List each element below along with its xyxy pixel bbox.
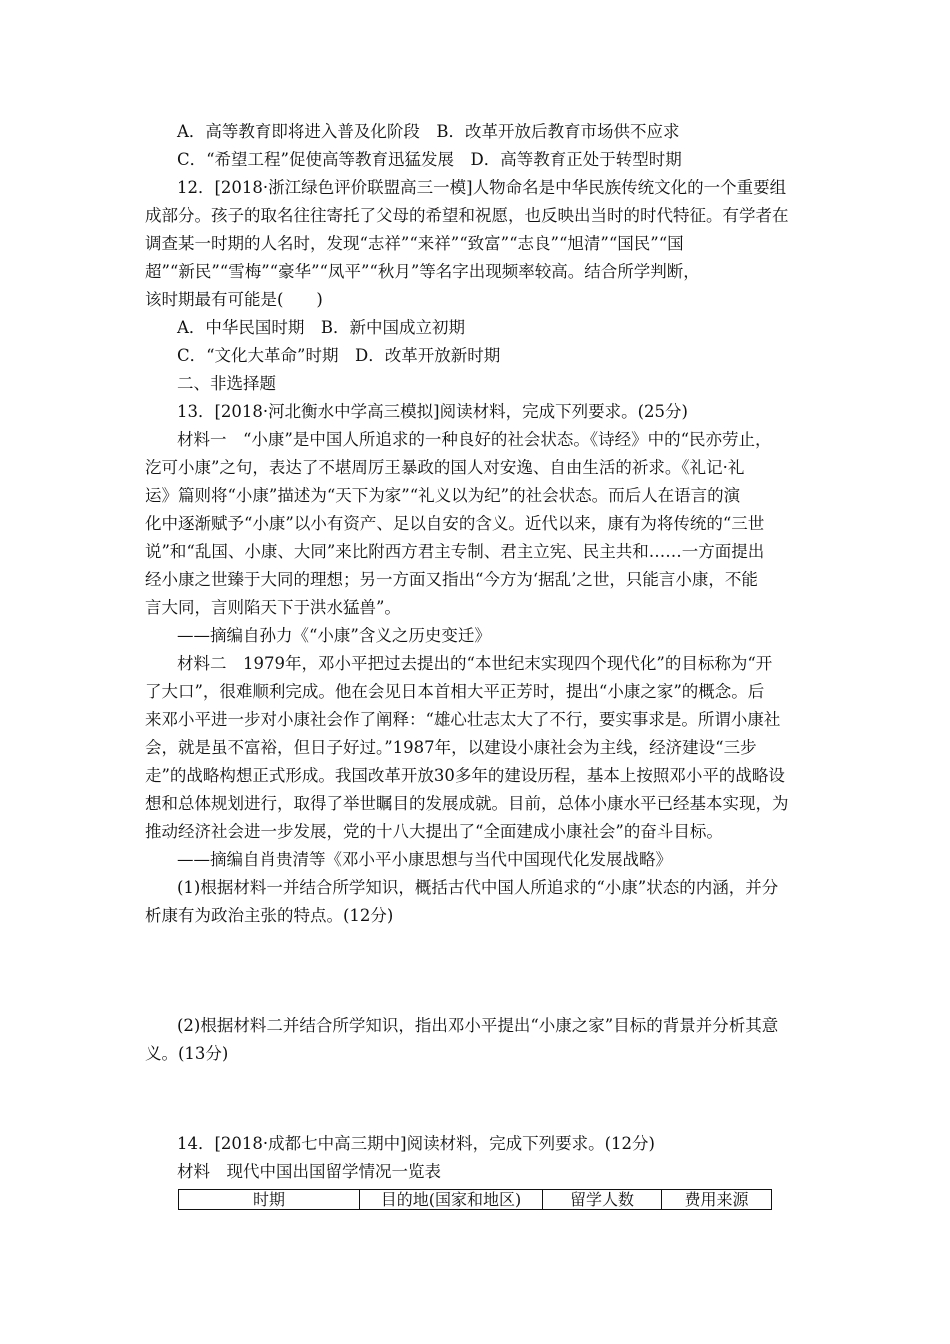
q13-sub1-line-2: 析康有为政治主张的特点。(12分) bbox=[145, 906, 394, 925]
q13-material1-line-6: 经小康之世臻于大同的理想；另一方面又指出“今方为‘据乱’之世，只能言小康，不能 bbox=[145, 570, 758, 589]
q14-material-title: 材料 现代中国出国留学情况一览表 bbox=[177, 1162, 441, 1181]
q12-line-4: 超”“新民”“雪梅”“豪华”“凤平”“秋月”等名字出现频率较高。结合所学判断， bbox=[145, 262, 700, 281]
q13-material1-line-1: 材料一 “小康”是中国人所追求的一种良好的社会状态。《诗经》中的“民亦劳止， bbox=[177, 430, 772, 449]
q12-line-2: 成部分。孩子的取名往往寄托了父母的希望和祝愿，也反映出当时的时代特征。有学者在 bbox=[145, 206, 789, 225]
q12-line-1: 12．[2018·浙江绿色评价联盟高三一模]人物命名是中华民族传统文化的一个重要组 bbox=[177, 178, 787, 197]
q11-options-ab: A．高等教育即将进入普及化阶段 B．改革开放后教育市场供不应求 bbox=[177, 122, 680, 141]
q13-material2-line-2: 了大口”，很难顺利完成。他在会见日本首相大平正芳时，提出“小康之家”的概念。后 bbox=[145, 682, 765, 701]
q13-sub2-line-1: (2)根据材料二并结合所学知识，指出邓小平提出“小康之家”目标的背景并分析其意 bbox=[177, 1016, 779, 1035]
table-header-count: 留学人数 bbox=[543, 1190, 662, 1210]
q13-header: 13．[2018·河北衡水中学高三模拟]阅读材料，完成下列要求。(25分) bbox=[177, 402, 688, 421]
q12-options-cd: C．“文化大革命”时期 D．改革开放新时期 bbox=[177, 346, 501, 365]
q13-material1-line-3: 运》篇则将“小康”描述为“天下为家”“礼义以为纪”的社会状态。而后人在语言的演 bbox=[145, 486, 741, 505]
q13-material2-line-1: 材料二 1979年，邓小平把过去提出的“本世纪末实现四个现代化”的目标称为“开 bbox=[177, 654, 773, 673]
section-title: 二、非选择题 bbox=[177, 374, 276, 393]
table-header-row bbox=[179, 1190, 772, 1210]
q13-material2-line-5: 走”的战略构想正式形成。我国改革开放30多年的建设历程，基本上按照邓小平的战略设 bbox=[145, 766, 785, 785]
q13-material2-line-7: 推动经济社会进一步发展，党的十八大提出了“全面建成小康社会”的奋斗目标。 bbox=[145, 822, 723, 841]
q13-material1-line-2: 汔可小康”之句，表达了不堪周厉王暴政的国人对安逸、自由生活的祈求。《礼记·礼 bbox=[145, 458, 745, 477]
q13-material2-line-6: 想和总体规划进行，取得了举世瞩目的发展成就。目前，总体小康水平已经基本实现，为 bbox=[145, 794, 789, 813]
q13-source2: ——摘编自肖贵清等《邓小平小康思想与当代中国现代化发展战略》 bbox=[177, 850, 672, 869]
q13-sub2-line-2: 义。(13分) bbox=[145, 1044, 229, 1063]
q13-source1: ——摘编自孙力《“小康”含义之历史变迁》 bbox=[177, 626, 491, 645]
q14-header: 14．[2018·成都七中高三期中]阅读材料，完成下列要求。(12分) bbox=[177, 1134, 655, 1153]
q12-line-3: 调查某一时期的人名时，发现“志祥”“来祥”“致富”“志良”“旭清”“国民”“国 bbox=[145, 234, 684, 253]
study-abroad-table bbox=[178, 1189, 772, 1210]
table-header-period: 时期 bbox=[179, 1190, 360, 1210]
q13-material1-line-5: 说”和“乱国、小康、大同”来比附西方君主专制、君主立宪、民主共和……一方面提出 bbox=[145, 542, 765, 561]
q11-options-cd: C．“希望工程”促使高等教育迅猛发展 D．高等教育正处于转型时期 bbox=[177, 150, 682, 169]
q13-material1-line-7: 言大同，言则陷天下于洪水猛兽”。 bbox=[145, 598, 401, 617]
table-header-destination: 目的地(国家和地区) bbox=[360, 1190, 543, 1210]
q12-options-ab: A．中华民国时期 B．新中国成立初期 bbox=[177, 318, 466, 337]
q12-line-5: 该时期最有可能是( ) bbox=[145, 290, 323, 309]
table-header-funding: 费用来源 bbox=[662, 1190, 772, 1210]
q13-material2-line-3: 来邓小平进一步对小康社会作了阐释：“雄心壮志太大了不行，要实事求是。所谓小康社 bbox=[145, 710, 781, 729]
q13-sub1-line-1: (1)根据材料一并结合所学知识，概括古代中国人所追求的“小康”状态的内涵，并分 bbox=[177, 878, 779, 897]
q13-material2-line-4: 会，就是虽不富裕，但日子好过。”1987年，以建设小康社会为主线，经济建设“三步 bbox=[145, 738, 757, 757]
q13-material1-line-4: 化中逐渐赋予“小康”以小有资产、足以自安的含义。近代以来，康有为将传统的“三世 bbox=[145, 514, 765, 533]
